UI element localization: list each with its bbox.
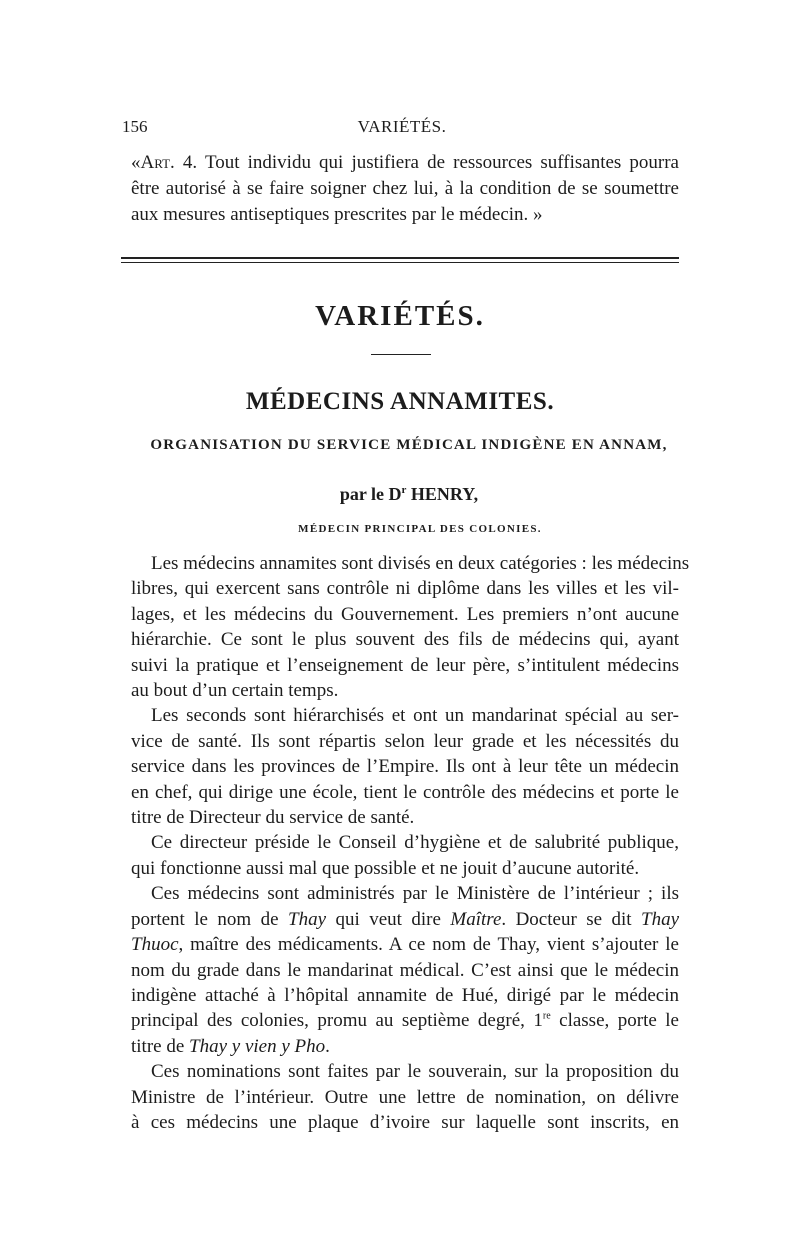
- body-line: à ces médecins une plaque d’ivoire sur laquelle sont inscrits, en: [131, 1111, 679, 1133]
- body-line: titre de Directeur du service de santé.: [131, 807, 415, 829]
- body-line: en chef, qui dirige une école, tient le contrôle des médecins et porte le: [131, 781, 679, 803]
- body-line: au bout d’un certain temps.: [131, 680, 339, 702]
- byline: par le $D^r$ HENRY,: [339, 484, 479, 504]
- article-subtitle: ORGANISATION DU SERVICE MÉDICAL INDIGÈNE EN ANNAM,: [150, 437, 668, 453]
- quoted-article-4: [131, 150, 679, 228]
- body-line: Ces médecins sont administrés par le Ministère de l’intérieur ; ils: [151, 883, 679, 905]
- body-line: Ce directeur préside le Conseil d’hygiène et de salubrité publique,: [151, 832, 679, 854]
- body-line: vice de santé. Ils sont répartis selon leur grade et les nécessités du: [131, 730, 679, 752]
- body-line: indigène attaché à l’hôpital annamite de Hué, dirigé par le médecin: [131, 984, 679, 1006]
- section-title: VARIÉTÉS.: [315, 300, 485, 332]
- body-line: lages, et les médecins du Gouvernement. Les premiers n’ont aucune: [131, 603, 679, 625]
- body-line: Les seconds sont hiérarchisés et ont un mandarinat spécial au ser-: [151, 705, 679, 727]
- running-title: VARIÉTÉS.: [357, 117, 447, 136]
- body-line: libres, qui exercent sans contrôle ni diplôme dans les villes et les vil-: [131, 578, 679, 600]
- open-quote: «: [131, 152, 141, 173]
- article-line: «Art. 4. Tout individu qui justifiera de ressources suffisantes pourra: [131, 152, 679, 173]
- body-line: Ministre de l’intérieur. Outre une lettre de nomination, on délivre: [131, 1086, 679, 1108]
- body-line: titre de Thay y vien y Pho.: [131, 1035, 330, 1057]
- title-divider: [371, 354, 431, 355]
- close-quote: »: [533, 204, 543, 225]
- body-line: principal des colonies, promu au septième degré, 1re classe, porte le: [131, 1010, 679, 1032]
- body-line: Thuoc, maître des médicaments. A ce nom de Thay, vient s’ajouter le: [131, 934, 679, 956]
- body-line: qui fonctionne aussi mal que possible et ne jouit d’aucune autorité.: [131, 857, 640, 879]
- section-divider: [121, 257, 679, 263]
- body-line: portent le nom de Thay qui veut dire Maître. Docteur se dit Thay: [131, 908, 680, 930]
- body-line: Les médecins annamites sont divisés en deux catégories : les médecins: [151, 553, 690, 574]
- article-label: Art. 4.: [140, 152, 198, 173]
- body-line: service dans les provinces de l’Empire. Ils ont à leur tête un médecin: [131, 756, 679, 778]
- body-line: suivi la pratique et l’enseignement de leur père, s’intitulent médecins: [131, 654, 679, 676]
- body-line: hiérarchie. Ce sont le plus souvent des fils de médecins qui, ayant: [131, 629, 679, 651]
- page-header: [122, 117, 682, 139]
- body-text: [131, 551, 690, 1135]
- author-name: HENRY,: [406, 484, 479, 504]
- body-line: Ces nominations sont faites par le souverain, sur la proposition du: [151, 1061, 679, 1083]
- article-line: aux mesures antiseptiques prescrites par le médecin. »: [131, 204, 543, 225]
- body-line: nom du grade dans le mandarinat médical. C’est ainsi que le médecin: [131, 959, 679, 981]
- page-number: 156: [122, 117, 148, 136]
- article-title: MÉDECINS ANNAMITES.: [245, 388, 555, 415]
- author-credential: MÉDECIN PRINCIPAL DES COLONIES.: [298, 523, 542, 535]
- article-line: être autorisé à se faire soigner chez lui, à la condition de se soumettre: [131, 178, 679, 199]
